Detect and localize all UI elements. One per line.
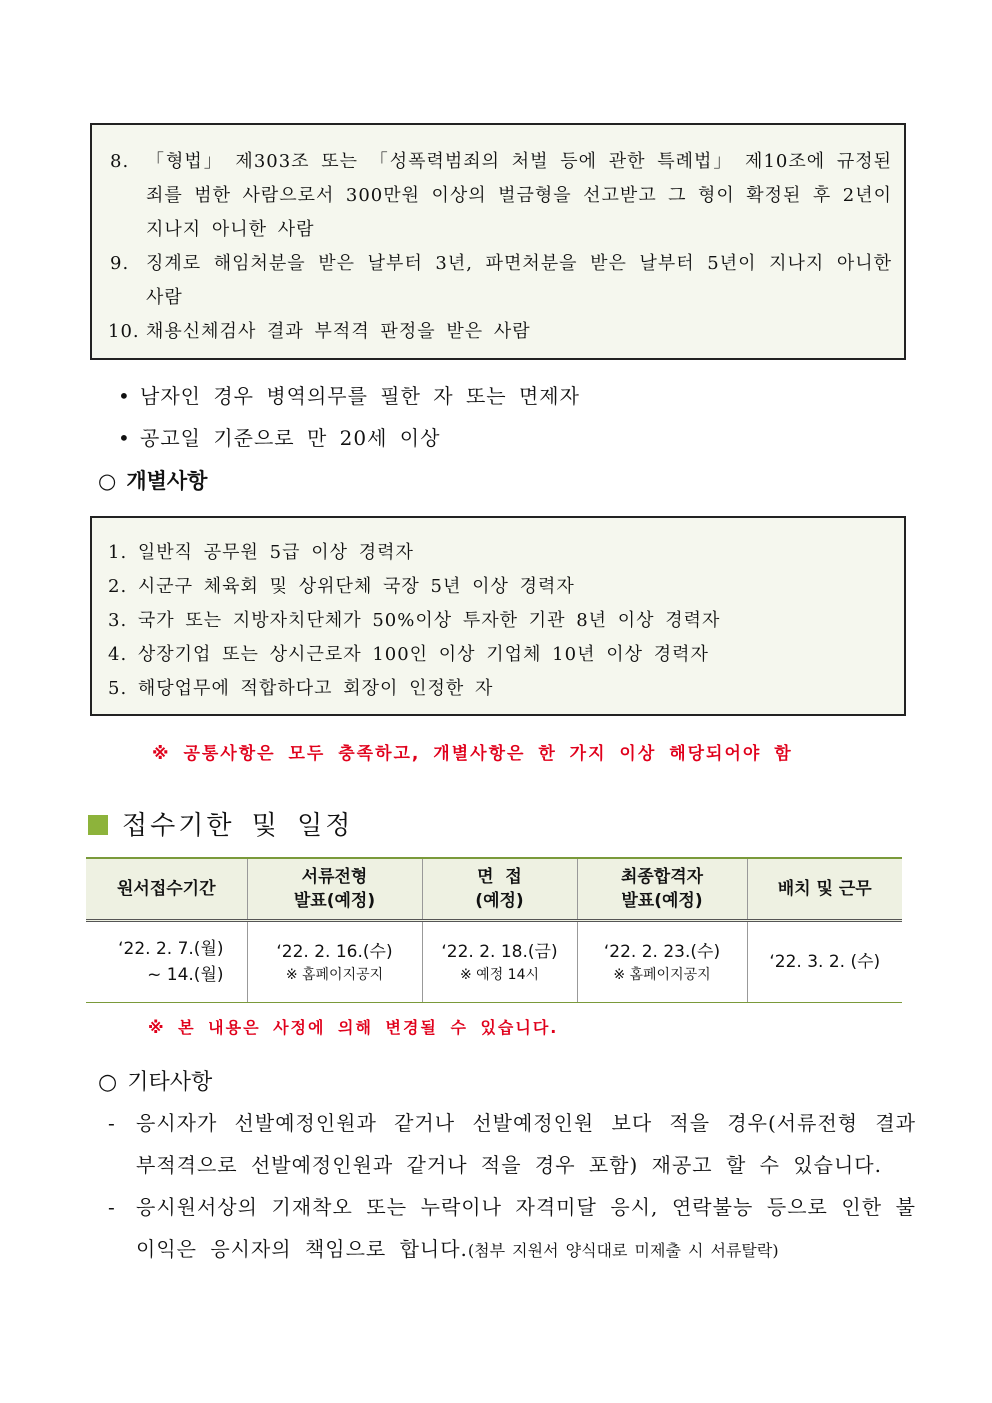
etc-item-text: 응시자가 선발예정인원과 같거나 선발예정인원 보다 적을 경우(서류전형 결과 부적격으로 선발예정인원과 같거나 적을 경우 포함) 재공고 할 수 있습니다. — [136, 1111, 916, 1177]
etc-item — [108, 1186, 916, 1272]
requirement-item: 2. 시군구 체육회 및 상위단체 국장 5년 이상 경력자 — [108, 576, 575, 597]
dash-icon: - — [108, 1111, 116, 1135]
requirement-item: 5. 해당업무에 적합하다고 회장이 인정한 자 — [108, 678, 494, 699]
individual-requirements-box — [90, 516, 906, 716]
schedule-note: ※ 본 내용은 사정에 의해 변경될 수 있습니다. — [148, 1018, 559, 1037]
schedule-table — [86, 857, 902, 1003]
common-bullet — [118, 422, 440, 451]
requirement-item: 1. 일반직 공무원 5급 이상 경력자 — [108, 542, 414, 563]
disqualification-box — [90, 123, 906, 360]
disqualification-item — [92, 315, 904, 349]
etc-heading — [98, 1065, 212, 1096]
item-number: 10. — [108, 321, 140, 342]
bullet-icon: • — [118, 426, 131, 450]
heading-text: 개별사항 — [126, 469, 208, 493]
requirement-note: ※ 공통사항은 모두 충족하고, 개별사항은 한 가지 이상 해당되어야 함 — [152, 744, 793, 764]
item-text: 징계로 해임처분을 받은 날부터 3년, 파면처분을 받은 날부터 5년이 지나지 아니한 사람 — [146, 253, 892, 308]
circle-icon: ○ — [98, 469, 117, 493]
table-cell: ‘22. 2. 7.(월) ~ 14.(월) — [86, 921, 247, 1003]
green-square-icon — [88, 815, 108, 835]
item-number: 9. — [110, 253, 130, 274]
dash-icon: - — [108, 1195, 116, 1219]
bullet-text: 공고일 기준으로 만 20세 이상 — [140, 426, 441, 450]
table-cell: ‘22. 2. 18.(금) ※ 예정 14시 — [422, 921, 577, 1003]
etc-item-text: 응시원서상의 기재착오 또는 누락이나 자격미달 응시, 연락불능 등으로 인한 불이익은 응시자의 책임으로 합니다.(첨부 지원서 양식대로 미제출 시 서류탈락) — [136, 1195, 916, 1261]
column-header: 원서접수기간 — [86, 858, 247, 921]
table-row — [86, 921, 902, 1003]
heading-text: 기타사항 — [127, 1070, 213, 1095]
column-header: 최종합격자 발표(예정) — [577, 858, 747, 921]
requirement-item: 4. 상장기업 또는 상시근로자 100인 이상 기업체 10년 이상 경력자 — [108, 644, 709, 665]
table-cell: ‘22. 3. 2. (수) — [747, 921, 902, 1003]
bullet-text: 남자인 경우 병역의무를 필한 자 또는 면제자 — [140, 384, 580, 408]
table-cell: ‘22. 2. 23.(수) ※ 홈페이지공지 — [577, 921, 747, 1003]
disqualification-item — [92, 145, 904, 247]
etc-item — [108, 1102, 916, 1186]
item-number: 8. — [110, 151, 130, 172]
requirement-item: 3. 국가 또는 지방자치단체가 50%이상 투자한 기관 8년 이상 경력자 — [108, 610, 721, 631]
individual-heading — [98, 465, 207, 495]
etc-item-small-note: (첨부 지원서 양식대로 미제출 시 서류탈락) — [467, 1241, 779, 1260]
section-title — [88, 805, 353, 842]
common-bullet — [118, 380, 580, 409]
item-text: 「형법」 제303조 또는 「성폭력범죄의 처벌 등에 관한 특례법」 제10조에 규정된 죄를 범한 사람으로서 300만원 이상의 벌금형을 선고받고 그 형이 확정된 후 2년이 지나지 아니한 사람 — [146, 151, 892, 240]
column-header: 면 접 (예정) — [422, 858, 577, 921]
table-cell: ‘22. 2. 16.(수) ※ 홈페이지공지 — [247, 921, 422, 1003]
disqualification-item — [92, 247, 904, 315]
table-header-row — [86, 858, 902, 921]
item-text: 채용신체검사 결과 부적격 판정을 받은 사람 — [146, 321, 531, 342]
column-header: 배치 및 근무 — [747, 858, 902, 921]
section-title-text: 접수기한 및 일정 — [122, 811, 354, 841]
bullet-icon: • — [118, 384, 131, 408]
column-header: 서류전형 발표(예정) — [247, 858, 422, 921]
circle-icon: ○ — [98, 1070, 118, 1095]
